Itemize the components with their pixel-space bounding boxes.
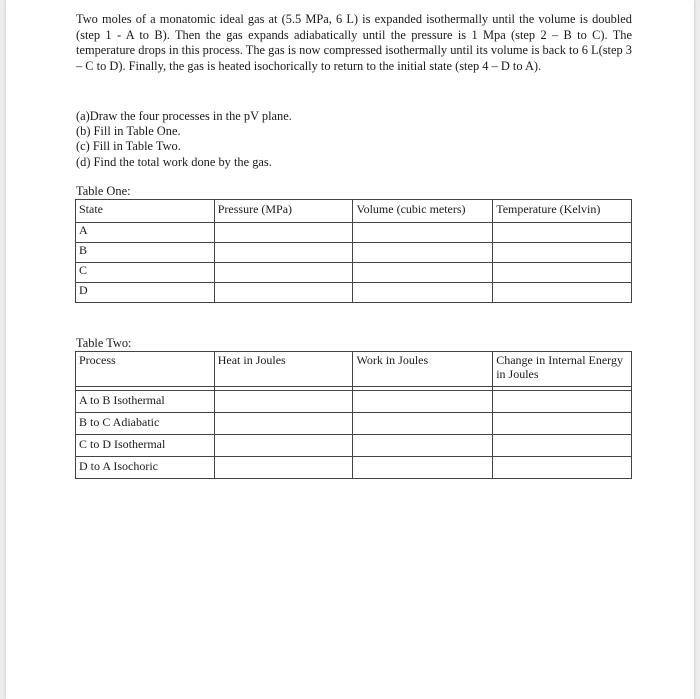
table-two bbox=[75, 351, 632, 479]
state-d-label: D bbox=[76, 283, 215, 303]
state-b-label: B bbox=[76, 243, 215, 263]
document-page bbox=[6, 0, 694, 699]
table-row bbox=[76, 457, 632, 479]
table-one-header-temperature: Temperature (Kelvin) bbox=[493, 200, 632, 223]
process-ab-energy-cell[interactable] bbox=[493, 391, 632, 413]
state-a-temperature-cell[interactable] bbox=[493, 223, 632, 243]
state-b-temperature-cell[interactable] bbox=[493, 243, 632, 263]
state-c-temperature-cell[interactable] bbox=[493, 263, 632, 283]
table-one-header-row bbox=[76, 200, 632, 223]
process-da-work-cell[interactable] bbox=[353, 457, 493, 479]
state-d-volume-cell[interactable] bbox=[353, 283, 493, 303]
process-da-label: D to A Isochoric bbox=[76, 457, 215, 479]
process-cd-energy-cell[interactable] bbox=[493, 435, 632, 457]
table-row bbox=[76, 283, 632, 303]
process-ab-work-cell[interactable] bbox=[353, 391, 493, 413]
table-one bbox=[75, 199, 632, 303]
process-cd-work-cell[interactable] bbox=[353, 435, 493, 457]
table-two-header-heat: Heat in Joules bbox=[214, 352, 353, 387]
state-b-volume-cell[interactable] bbox=[353, 243, 493, 263]
process-cd-label: C to D Isothermal bbox=[76, 435, 215, 457]
process-bc-work-cell[interactable] bbox=[353, 413, 493, 435]
state-d-pressure-cell[interactable] bbox=[214, 283, 353, 303]
table-row bbox=[76, 223, 632, 243]
table-row bbox=[76, 263, 632, 283]
state-b-pressure-cell[interactable] bbox=[214, 243, 353, 263]
table-two-header-work: Work in Joules bbox=[353, 352, 493, 387]
table-two-header-row bbox=[76, 352, 632, 387]
table-one-header-volume: Volume (cubic meters) bbox=[353, 200, 493, 223]
table-row bbox=[76, 391, 632, 413]
state-a-volume-cell[interactable] bbox=[353, 223, 493, 243]
state-a-pressure-cell[interactable] bbox=[214, 223, 353, 243]
table-one-header-pressure: Pressure (MPa) bbox=[214, 200, 353, 223]
table-row bbox=[76, 413, 632, 435]
table-two-caption: Table Two: bbox=[76, 336, 132, 350]
question-a: (a)Draw the four processes in the pV plane. bbox=[76, 109, 292, 123]
process-bc-energy-cell[interactable] bbox=[493, 413, 632, 435]
process-da-energy-cell[interactable] bbox=[493, 457, 632, 479]
table-one-caption: Table One: bbox=[76, 184, 131, 198]
question-c: (c) Fill in Table Two. bbox=[76, 139, 181, 154]
table-row bbox=[76, 243, 632, 263]
state-c-pressure-cell[interactable] bbox=[214, 263, 353, 283]
state-a-label: A bbox=[76, 223, 215, 243]
state-d-temperature-cell[interactable] bbox=[493, 283, 632, 303]
problem-statement: Two moles of a monatomic ideal gas at (5.5 MPa, 6 L) is expanded isothermally until the volume is doubled (step 1 - A to B). Then the gas expands adiabatically until the pressure is 1 Mpa (step 2 – B to C). The temperature drops in this process. The gas is now compressed isothermally until its volume is back to 6 L(step 3 – C to D). Finally, the gas is heated isochorically to return to the initial state (step 4 – D to A). bbox=[76, 12, 632, 73]
state-c-volume-cell[interactable] bbox=[353, 263, 493, 283]
table-one-header-state: State bbox=[76, 200, 215, 223]
process-bc-label: B to C Adiabatic bbox=[76, 413, 215, 435]
question-d: (d) Find the total work done by the gas. bbox=[76, 154, 272, 169]
question-list bbox=[76, 109, 632, 170]
process-bc-heat-cell[interactable] bbox=[214, 413, 353, 435]
table-row bbox=[76, 435, 632, 457]
process-ab-heat-cell[interactable] bbox=[214, 391, 353, 413]
table-two-header-process: Process bbox=[76, 352, 215, 387]
process-cd-heat-cell[interactable] bbox=[214, 435, 353, 457]
process-ab-label: A to B Isothermal bbox=[76, 391, 215, 413]
state-c-label: C bbox=[76, 263, 215, 283]
process-da-heat-cell[interactable] bbox=[214, 457, 353, 479]
table-two-header-internal-energy: Change in Internal Energy in Joules bbox=[493, 352, 632, 387]
question-b: (b) Fill in Table One. bbox=[76, 124, 181, 139]
